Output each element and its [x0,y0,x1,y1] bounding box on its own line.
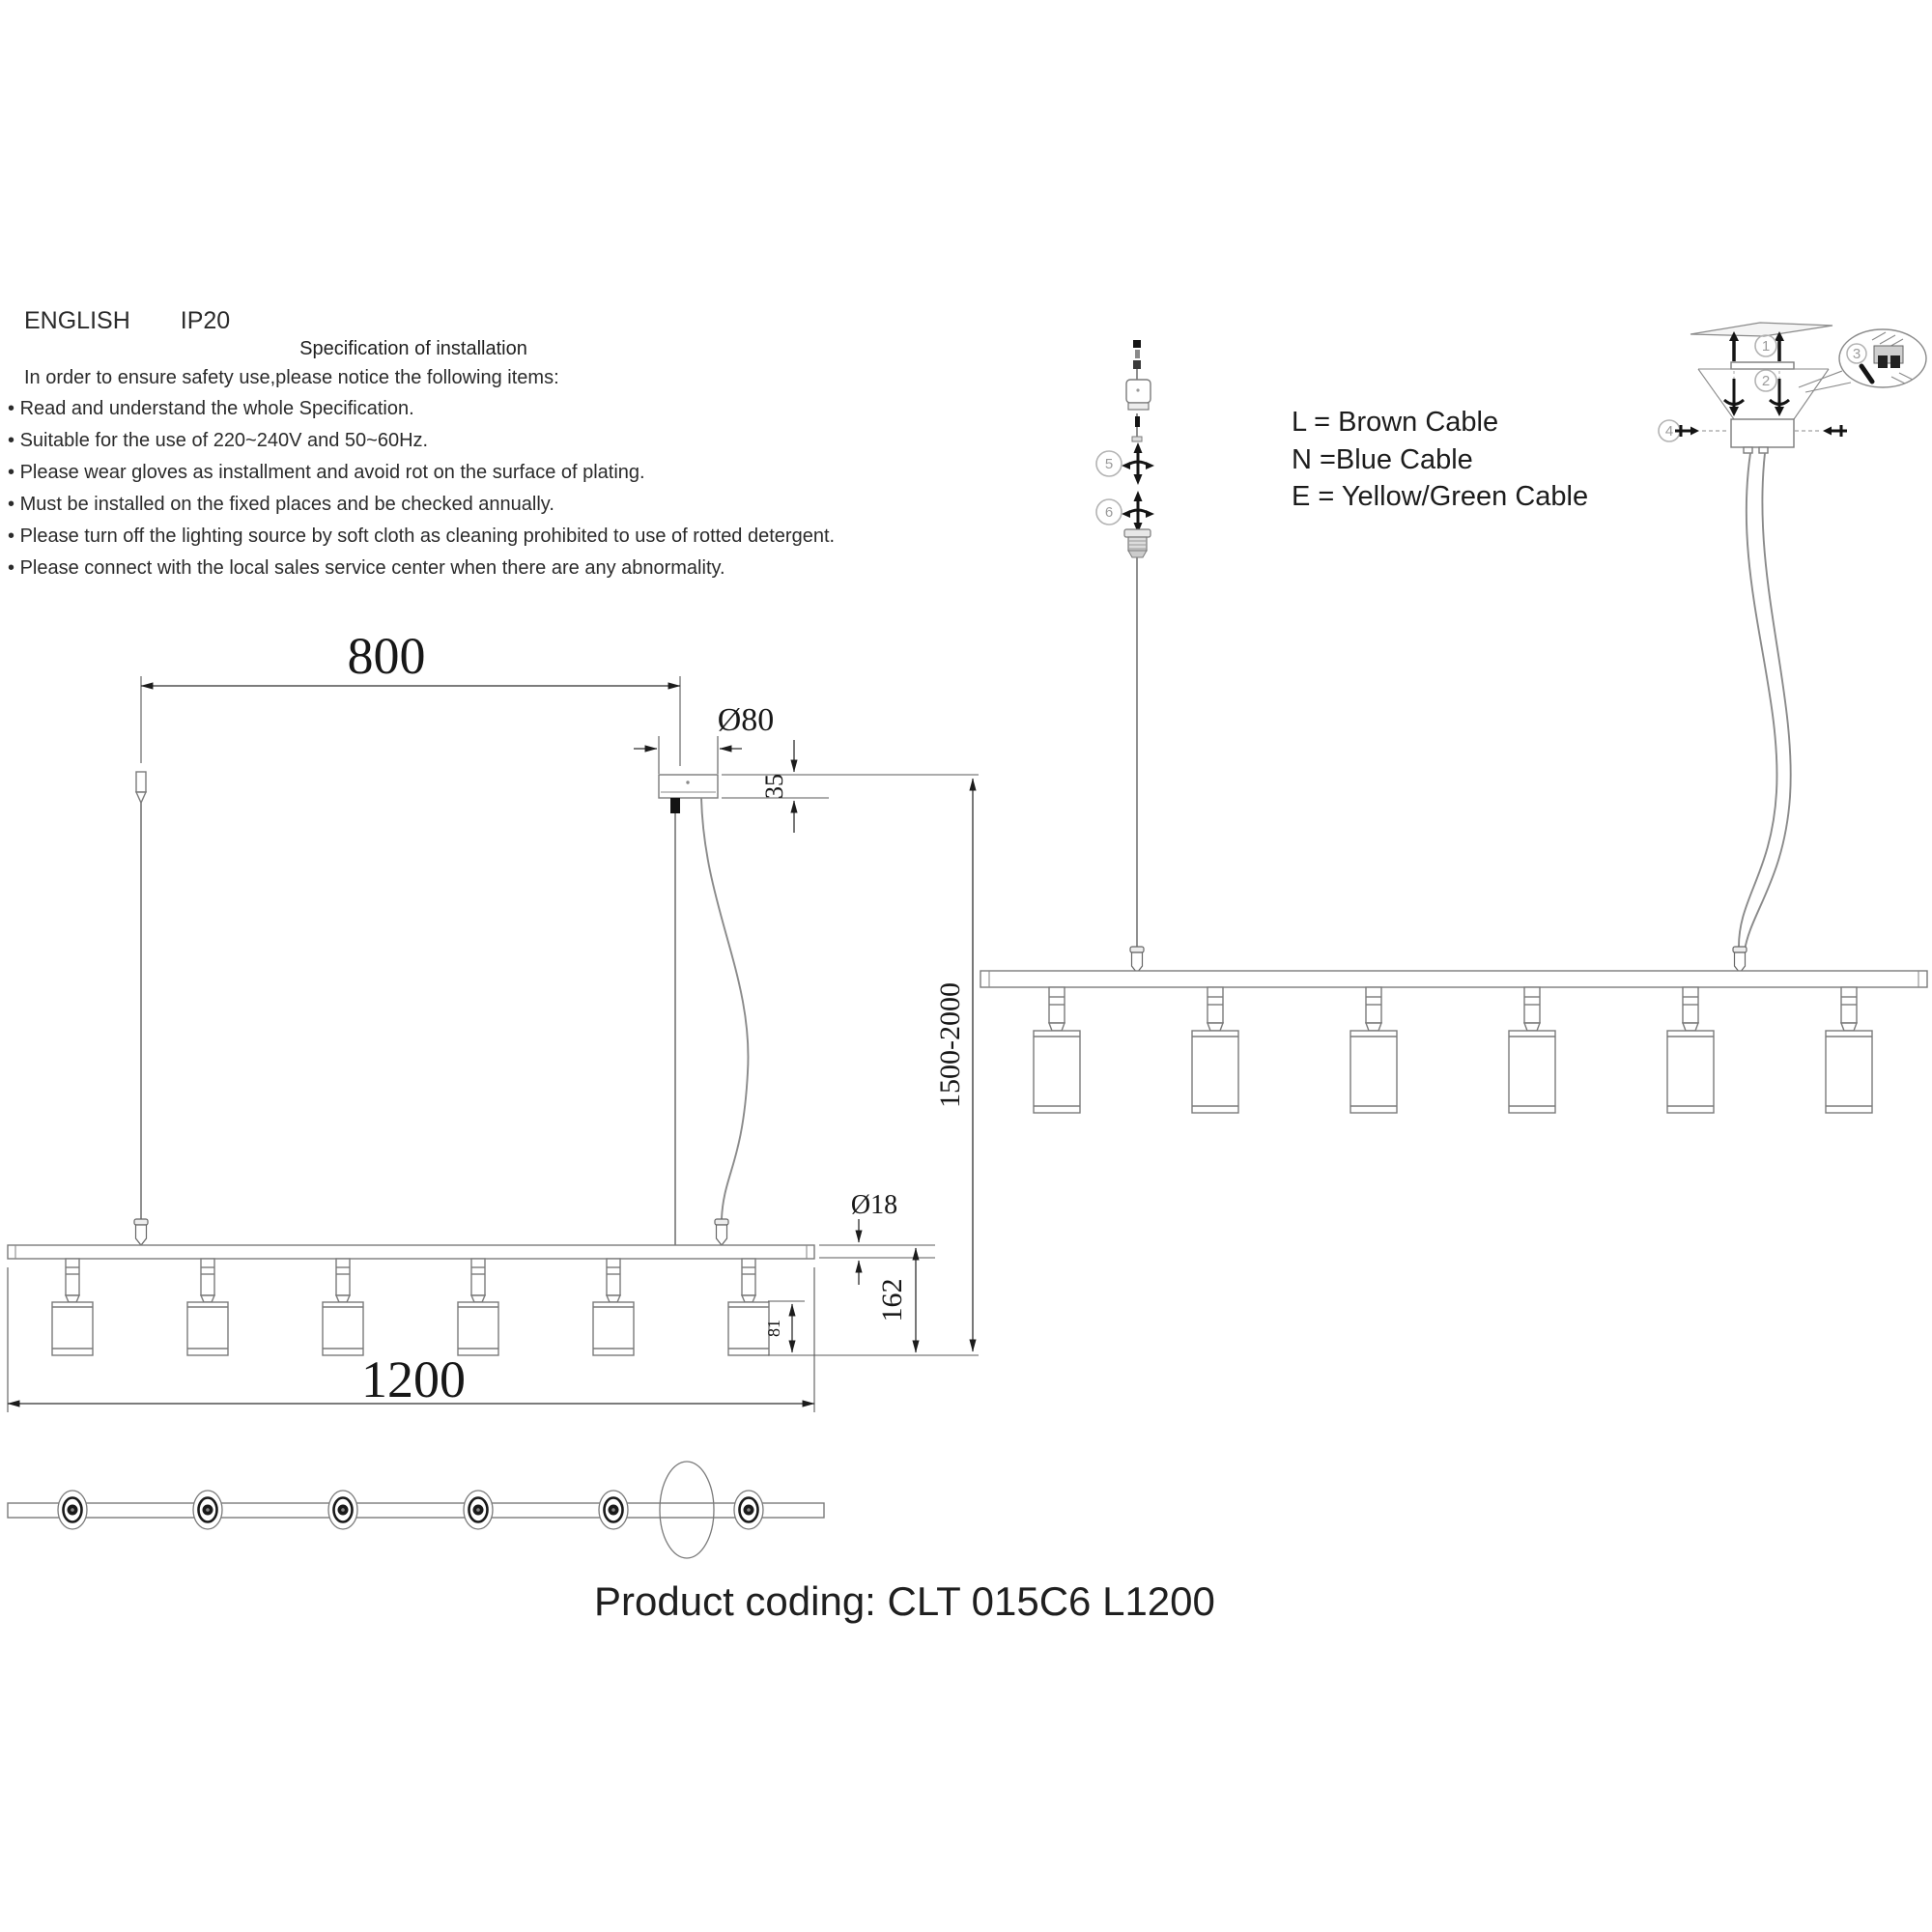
fixture-bar [8,1245,814,1259]
dim-label-span: 800 [347,627,426,685]
spec-bullet: • Read and understand the whole Specification. [8,398,414,420]
dim-label-bar-len: 1200 [361,1350,466,1408]
dim-label-shade-h: 81 [764,1320,783,1337]
svg-text:2: 2 [1761,373,1771,389]
legend-live: L = Brown Cable [1292,407,1499,438]
fixture-bar [980,971,1927,987]
anchor-screw-icon [1724,379,1744,416]
threaded-nipple [1124,529,1151,557]
lamp-head [1509,987,1555,1113]
right-installation-drawing [980,323,1927,1113]
terminal-detail-magnifier [1799,329,1926,392]
cord-connector [670,798,680,813]
screw-icon [1122,491,1154,533]
spec-title: Specification of installation [299,338,527,359]
product-coding: Product coding: CLT 015C6 L1200 [594,1578,1215,1624]
lamp-head [1667,987,1714,1113]
svg-text:1: 1 [1761,338,1771,355]
screw-icon [1122,442,1154,485]
svg-text:4: 4 [1664,423,1674,440]
dim-label-head-h: 162 [876,1278,908,1322]
mounting-plate [1731,362,1794,369]
lamp-bottom-ring [464,1491,493,1529]
svg-text:6: 6 [1104,504,1114,521]
dim-label-bar-dia: Ø18 [850,1190,898,1220]
spec-bullet: • Please wear gloves as installment and avoid rot on the surface of plating. [8,462,645,484]
callout-2 [1755,370,1776,391]
exploded-suspension-parts [1096,340,1154,947]
ceiling-canopy [659,775,718,798]
spec-bullet: • Please connect with the local sales service center when there are any abnormality. [8,557,725,580]
suspension-wire [1739,453,1777,949]
canopy-body [1731,419,1794,447]
spec-bullet: • Must be installed on the fixed places and be checked annually. [8,494,554,516]
svg-text:5: 5 [1104,456,1114,472]
bottom-view-drawing [8,1462,824,1558]
ceiling-mount-detail [1659,323,1926,951]
ip-rating-label: IP20 [180,307,231,334]
lamp-head [1034,987,1080,1113]
spec-bullet: • Please turn off the lighting source by soft cloth as cleaning prohibited to use of rotted detergent. [8,526,835,548]
callout-1 [1755,335,1776,356]
lamp-head [1826,987,1872,1113]
side-screw-icon [1823,425,1847,437]
cable-gripper [1733,947,1747,973]
lamp-head [323,1259,363,1355]
lamp-head [593,1259,634,1355]
dim-label-canopy-dia: Ø80 [717,702,775,738]
lamp-head [1350,987,1397,1113]
dim-label-drop: 1500-2000 [934,982,966,1108]
dimension-annotations [8,627,979,1412]
callout-5 [1096,451,1122,476]
svg-text:3: 3 [1852,346,1861,362]
lamp-bottom-ring [58,1491,87,1529]
lamp-head [1192,987,1238,1113]
legend-earth: E = Yellow/Green Cable [1292,481,1589,512]
power-cable [701,798,748,1219]
language-label: ENGLISH [24,307,130,334]
lamp-head [52,1259,93,1355]
wire-gripper [134,1219,148,1245]
lamp-bottom-ring [599,1491,628,1529]
wire-gripper [1130,947,1144,973]
cable-gripper-part [1126,380,1151,410]
spec-intro: In order to ensure safety use,please notice the following items: [24,367,559,388]
spec-bullet: • Suitable for the use of 220~240V and 50~60Hz. [8,430,428,452]
dim-label-canopy-h: 35 [760,774,788,799]
lamp-bottom-ring [328,1491,357,1529]
lamp-head [458,1259,498,1355]
lamp-bottom-ring [193,1491,222,1529]
callout-6 [1096,499,1122,525]
lamp-head [728,1259,769,1355]
ceiling-surface [1690,323,1833,336]
lamp-bottom-ring [734,1491,763,1529]
wire-end [1133,340,1141,348]
power-cable [1745,453,1791,951]
lamp-head [187,1259,228,1355]
left-elevation-drawing [8,772,814,1355]
anchor-screw-icon [1770,379,1789,416]
cable-gripper [715,1219,728,1245]
ceiling-pin [136,772,146,803]
legend-neutral: N =Blue Cable [1292,444,1473,475]
